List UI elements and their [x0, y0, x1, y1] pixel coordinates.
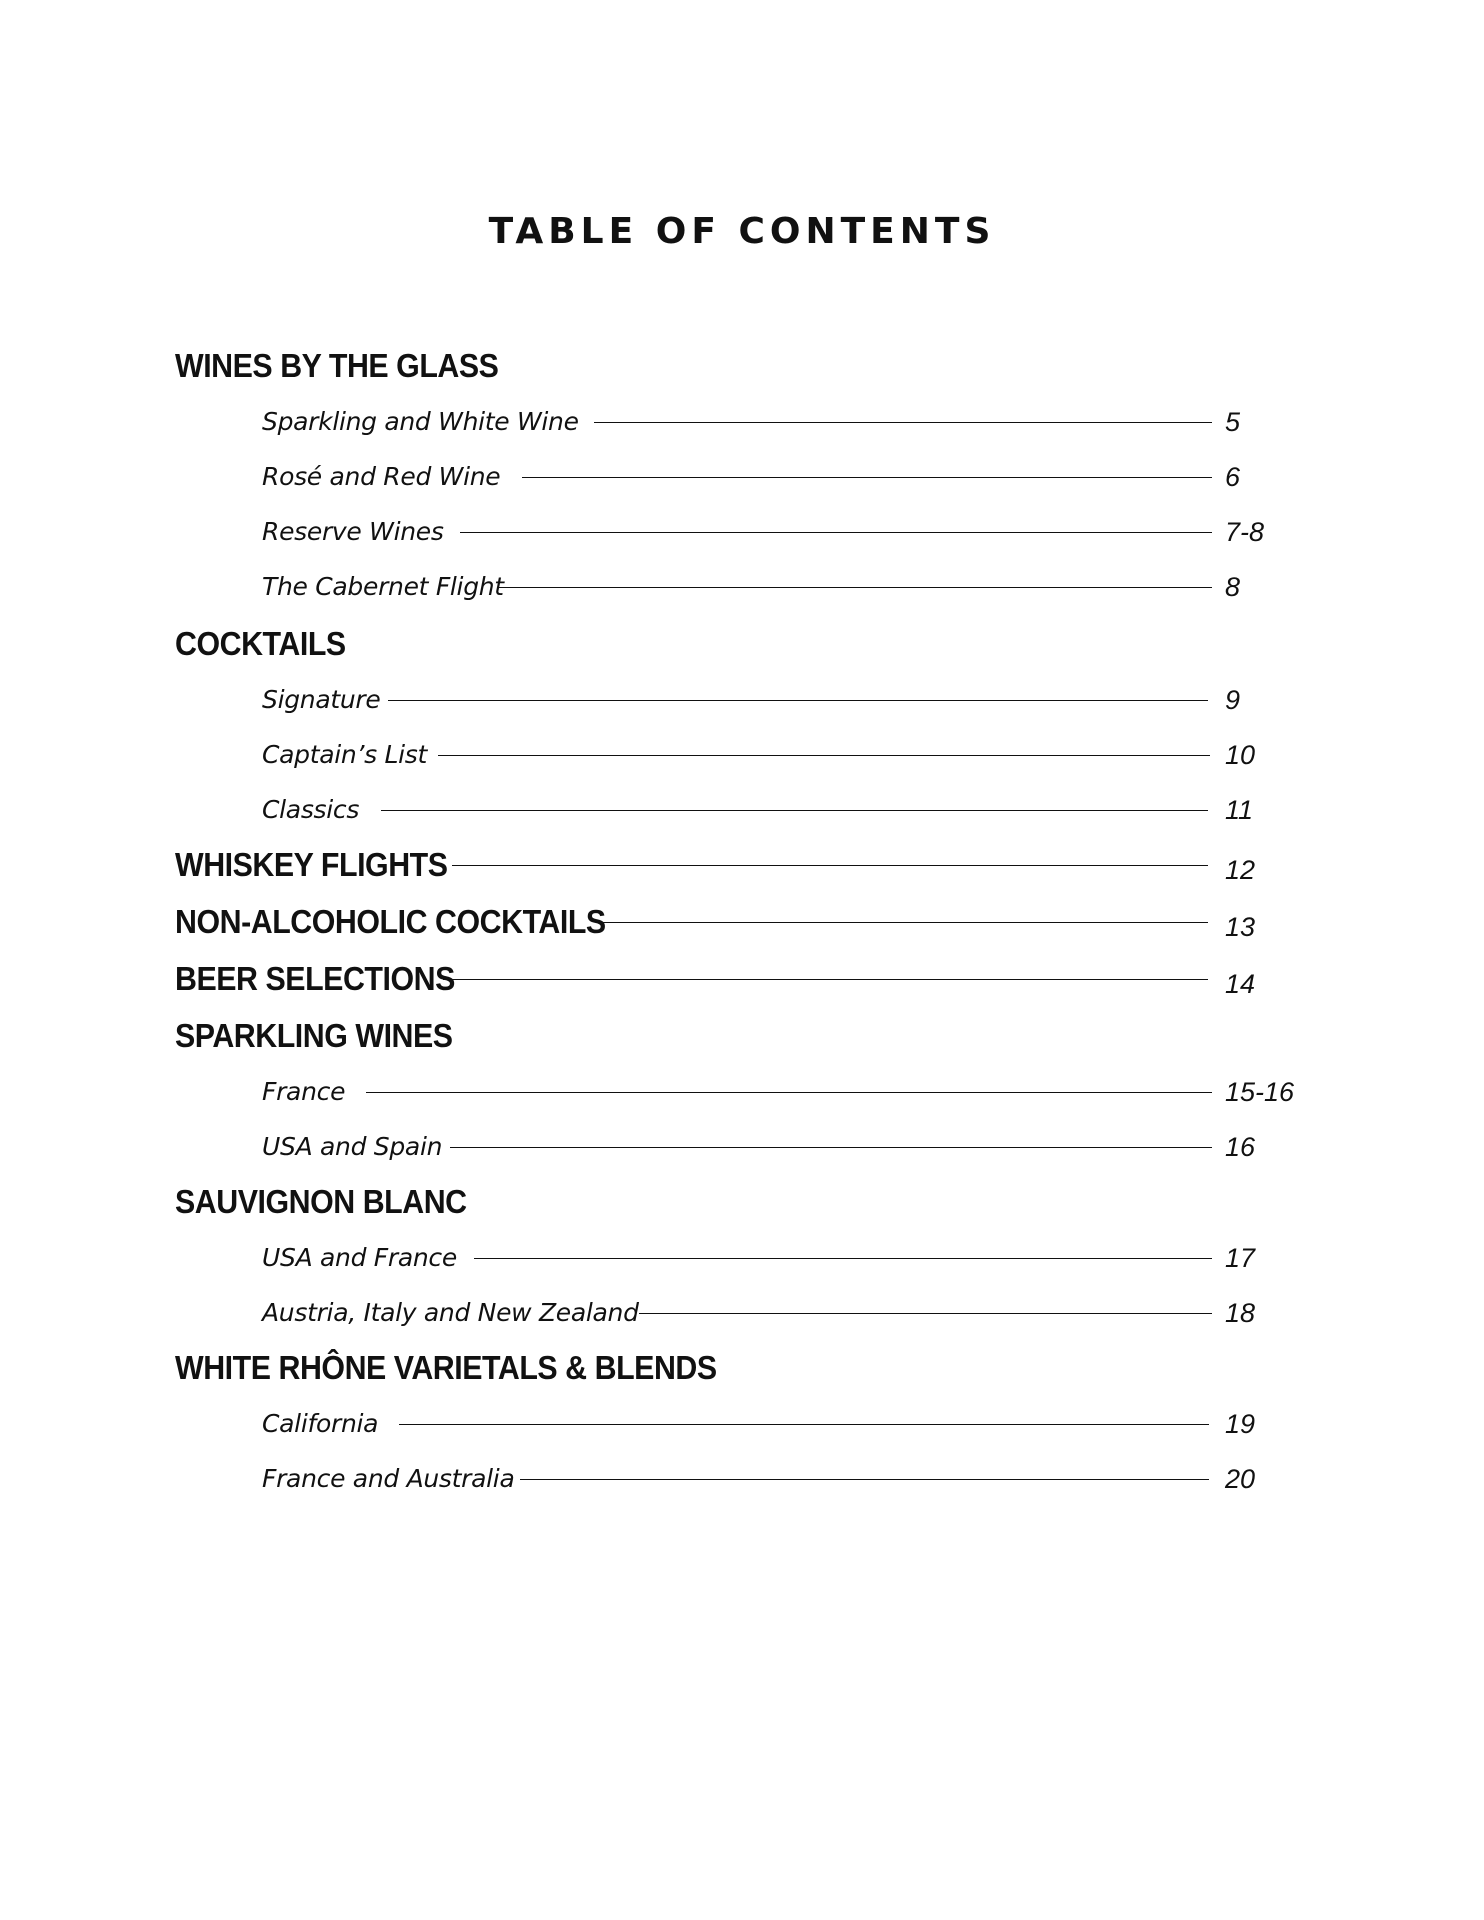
toc-entry-france-and-australia[interactable] — [262, 1454, 1312, 1504]
dotted-leader — [438, 755, 1210, 756]
toc-entry-austria-italy-and-new-zealand[interactable] — [262, 1288, 1312, 1338]
toc-entry-rose-and-red-wine[interactable] — [262, 452, 1312, 502]
section-heading-label: BEER SELECTIONS — [175, 960, 455, 997]
dotted-leader — [603, 922, 1208, 923]
toc-entry-label: France — [262, 1077, 346, 1106]
dotted-leader — [366, 1092, 1212, 1093]
toc-entry-label: Rosé and Red Wine — [262, 462, 501, 491]
dotted-leader — [474, 1258, 1212, 1259]
toc-entry-page-number: 17 — [1225, 1243, 1256, 1273]
section-heading-label: COCKTAILS — [175, 625, 346, 662]
section-heading-label: WHITE RHÔNE VARIETALS & BLENDS — [175, 1349, 717, 1386]
dotted-leader — [443, 979, 1208, 980]
toc-entry-non-alcoholic-cocktails[interactable] — [175, 897, 1312, 947]
toc-entry-label: Sparkling and White Wine — [262, 407, 579, 436]
toc-entry-page-number: 16 — [1225, 1132, 1256, 1162]
toc-entry-label: California — [262, 1409, 379, 1438]
toc-entry-label: Signature — [262, 685, 381, 714]
toc-entry-page-number: 14 — [1225, 969, 1256, 999]
toc-entry-label: USA and France — [262, 1243, 457, 1272]
toc-entry-page-number: 7-8 — [1225, 517, 1265, 547]
section-heading-sauvignon-blanc[interactable] — [175, 1177, 1275, 1227]
dotted-leader — [520, 1479, 1209, 1480]
dotted-leader — [522, 477, 1212, 478]
toc-entry-classics[interactable] — [262, 785, 1312, 835]
toc-entry-france[interactable] — [262, 1067, 1312, 1117]
toc-entry-signature[interactable] — [262, 675, 1312, 725]
toc-entry-reserve-wines[interactable] — [262, 507, 1312, 557]
dotted-leader — [460, 532, 1212, 533]
toc-entry-whiskey-flights[interactable] — [175, 840, 1312, 890]
toc-entry-page-number: 11 — [1225, 795, 1254, 825]
toc-entry-sparkling-and-white-wine[interactable] — [262, 397, 1312, 447]
section-heading-sparkling-wines[interactable] — [175, 1011, 1275, 1061]
dotted-leader — [450, 1147, 1212, 1148]
toc-entry-california[interactable] — [262, 1399, 1312, 1449]
toc-entry-usa-and-france[interactable] — [262, 1233, 1312, 1283]
section-heading-label: SAUVIGNON BLANC — [175, 1183, 467, 1220]
dotted-leader — [497, 587, 1212, 588]
dotted-leader — [639, 1313, 1212, 1314]
section-heading-label: NON-ALCOHOLIC COCKTAILS — [175, 903, 606, 940]
toc-entry-beer-selections[interactable] — [175, 954, 1312, 1004]
toc-entry-label: Austria, Italy and New Zealand — [262, 1298, 639, 1327]
section-heading-label: WINES BY THE GLASS — [175, 347, 499, 384]
section-heading-wines-by-the-glass[interactable] — [175, 341, 1275, 391]
dotted-leader — [399, 1424, 1209, 1425]
dotted-leader — [388, 700, 1208, 701]
page-title: TABLE OF CONTENTS — [488, 211, 996, 252]
toc-entry-page-number: 5 — [1225, 407, 1241, 437]
toc-entry-label: USA and Spain — [262, 1132, 443, 1161]
dotted-leader — [594, 422, 1212, 423]
section-heading-cocktails[interactable] — [175, 619, 1275, 669]
toc-entry-page-number: 9 — [1225, 685, 1241, 715]
toc-entry-page-number: 20 — [1225, 1464, 1256, 1494]
toc-entry-label: The Cabernet Flight — [262, 572, 504, 601]
section-heading-white-rhone-varietals[interactable] — [175, 1343, 1275, 1393]
toc-entry-label: France and Australia — [262, 1464, 515, 1493]
section-heading-label: SPARKLING WINES — [175, 1017, 453, 1054]
toc-entry-usa-and-spain[interactable] — [262, 1122, 1312, 1172]
toc-entry-label: Reserve Wines — [262, 517, 444, 546]
dotted-leader — [381, 810, 1208, 811]
toc-entry-label: Classics — [262, 795, 360, 824]
toc-entry-label: Captain’s List — [262, 740, 427, 769]
toc-entry-page-number: 12 — [1225, 855, 1256, 885]
toc-entry-page-number: 18 — [1225, 1298, 1256, 1328]
toc-entry-page-number: 13 — [1225, 912, 1256, 942]
section-heading-label: WHISKEY FLIGHTS — [175, 846, 448, 883]
toc-entry-the-cabernet-flight[interactable] — [262, 562, 1312, 612]
toc-entry-captains-list[interactable] — [262, 730, 1312, 780]
toc-entry-page-number: 6 — [1225, 462, 1241, 492]
toc-entry-page-number: 10 — [1225, 740, 1256, 770]
dotted-leader — [452, 865, 1208, 866]
toc-entry-page-number: 15-16 — [1225, 1077, 1295, 1107]
toc-entry-page-number: 19 — [1225, 1409, 1256, 1439]
toc-entry-page-number: 8 — [1225, 572, 1241, 602]
